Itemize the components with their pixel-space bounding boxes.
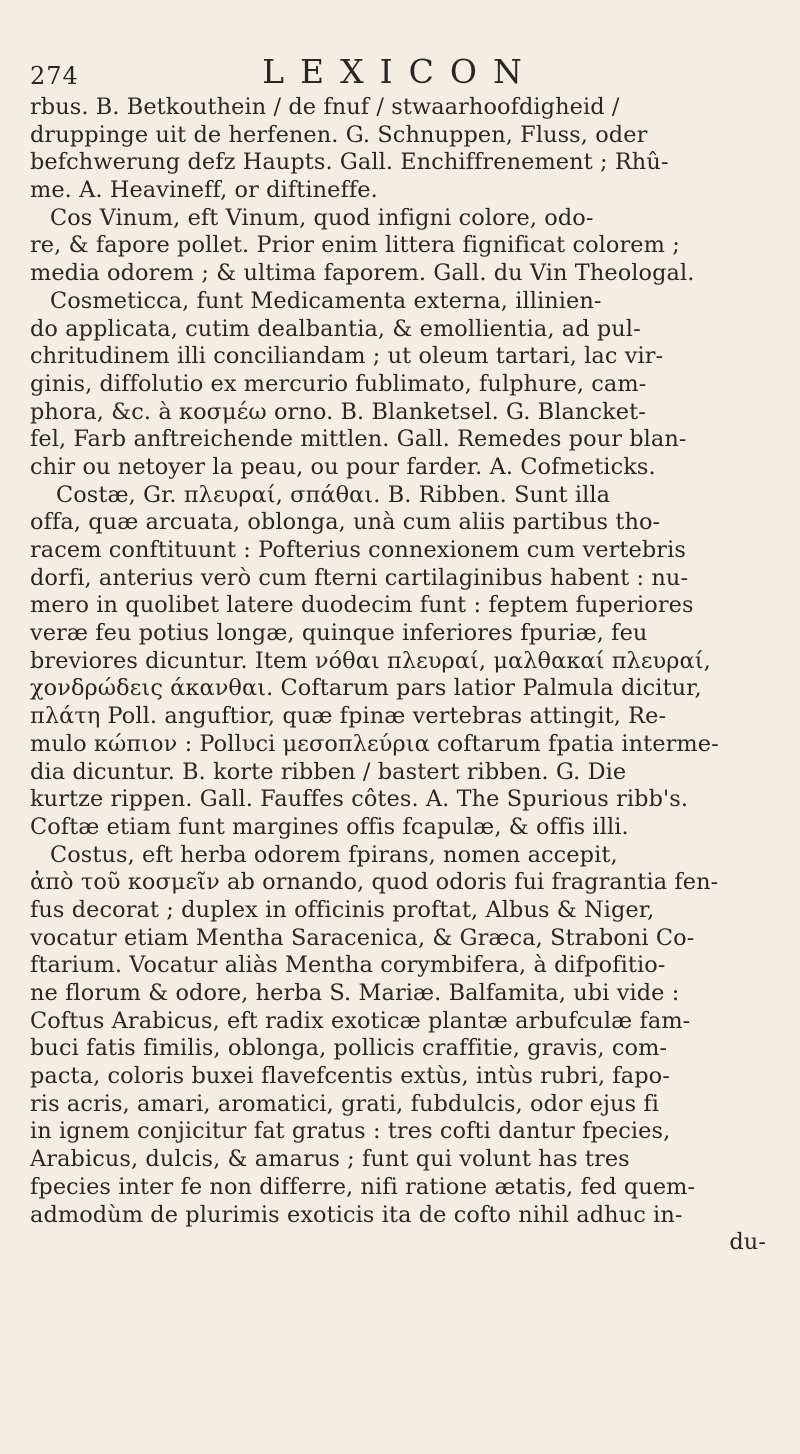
text-line: buci fatis fimilis, oblonga, pollicis craffitie, gravis, com- [30, 1035, 668, 1062]
text-line: befchwerung defz Haupts. Gall. Enchiffrenement ; Rhû- [30, 149, 669, 176]
text-line: ne florum & odore, herba S. Mariæ. Balfamita, ubi vide : [30, 980, 680, 1006]
text-line: druppinge uit de herfenen. G. Schnuppen, Fluss, oder [30, 121, 648, 148]
entry-start-cos-vinum: Cos Vinum, eft Vinum, quod infigni colore, odo- [50, 204, 594, 231]
text-line: me. A. Heavineff, or diftineffe. [30, 177, 378, 204]
page-number: 274 [30, 62, 79, 90]
text-line: pacta, coloris buxei flavefcentis extùs, intùs rubri, fapo- [30, 1063, 670, 1090]
entry-start-costae: Costæ, Gr. πλευραί, σπάθαι. B. Ribben. Sunt illa [56, 481, 611, 508]
text-line: Coftæ etiam funt margines offis fcapulæ, & offis illi. [30, 813, 629, 840]
catchword: du- [729, 1229, 766, 1256]
page-header [30, 52, 770, 92]
text-line: phora, &c. à κοσμέω orno. B. Blanketsel. G. Blancket- [30, 398, 646, 425]
text-line: fpecies inter fe non differre, nifi ratione ætatis, fed quem- [30, 1173, 696, 1200]
text-line: do applicata, cutim dealbantia, & emollientia, ad pul- [30, 315, 641, 342]
text-column [30, 94, 796, 1434]
text-line: admodùm de plurimis exoticis ita de cofto nihil adhuc in- [30, 1201, 683, 1228]
text-line: πλάτη Poll. anguftior, quæ fpinæ vertebras attingit, Re- [30, 703, 667, 730]
text-line: in ignem conjicitur fat gratus : tres cofti dantur fpecies, [30, 1118, 671, 1145]
running-head: LEXICON [262, 52, 538, 91]
text-line: offa, quæ arcuata, oblonga, unà cum aliis partibus tho- [30, 509, 661, 536]
text-line: kurtze rippen. Gall. Fauffes côtes. A. The Spurious ribb's. [30, 786, 689, 813]
text-line: chir ou netoyer la peau, ou pour farder. A. Cofmeticks. [30, 453, 656, 480]
text-line: racem conftituunt : Pofterius connexionem cum vertebris [30, 537, 686, 563]
text-line: χονδρώδεις άκανθαι. Coftarum pars latior Palmula dicitur, [30, 675, 702, 702]
text-line: Coftus Arabicus, eft radix exoticæ plantæ arbufculæ fam- [30, 1007, 691, 1034]
text-line: fus decorat ; duplex in officinis proftat, Albus & Niger, [30, 896, 655, 923]
entry-start-cosmeticca: Cosmeticca, funt Medicamenta externa, illinien- [50, 287, 602, 314]
entry-start-costus: Costus, eft herba odorem fpirans, nomen accepit, [50, 841, 618, 868]
text-line: dia dicuntur. B. korte ribben / bastert ribben. G. Die [30, 758, 627, 785]
text-line: re, & fapore pollet. Prior enim littera fignificat colorem ; [30, 232, 680, 259]
text-line: rbus. B. Betkouthein / de fnuf / stwaarhoofdigheid / [30, 94, 620, 120]
text-line: Arabicus, dulcis, & amarus ; funt qui volunt has tres [30, 1146, 630, 1173]
text-line: ἀπὸ τοῦ κοσμεῖν ab ornando, quod odoris fui fragrantia fen- [30, 869, 719, 896]
text-line: dorfi, anterius verò cum fterni cartilaginibus habent : nu- [30, 564, 689, 591]
text-line: ftarium. Vocatur aliàs Mentha corymbifera, à difpofitio- [30, 952, 666, 979]
text-line: ris acris, amari, aromatici, grati, fubdulcis, odor ejus fi [30, 1090, 660, 1117]
text-line: ginis, diffolutio ex mercurio fublimato, fulphure, cam- [30, 370, 647, 397]
text-line: vocatur etiam Mentha Saracenica, & Græca, Straboni Co- [30, 924, 695, 951]
text-line: fel, Farb anftreichende mittlen. Gall. Remedes pour blan- [30, 426, 687, 453]
text-line: mero in quolibet latere duodecim funt : feptem fuperiores [30, 592, 694, 619]
text-line: veræ feu potius longæ, quinque inferiores fpuriæ, feu [30, 620, 648, 647]
text-line: chritudinem illi conciliandam ; ut oleum tartari, lac vir- [30, 343, 664, 370]
text-line: mulo κώπιον : Pollυci μεσοπλεύρια coftarum fpatia interme- [30, 730, 719, 757]
text-line: media odorem ; & ultima faporem. Gall. du Vin Theologal. [30, 260, 695, 287]
text-line: breviores dicuntur. Item νόθαι πλευραί, μαλθακαί πλευραί, [30, 647, 711, 674]
